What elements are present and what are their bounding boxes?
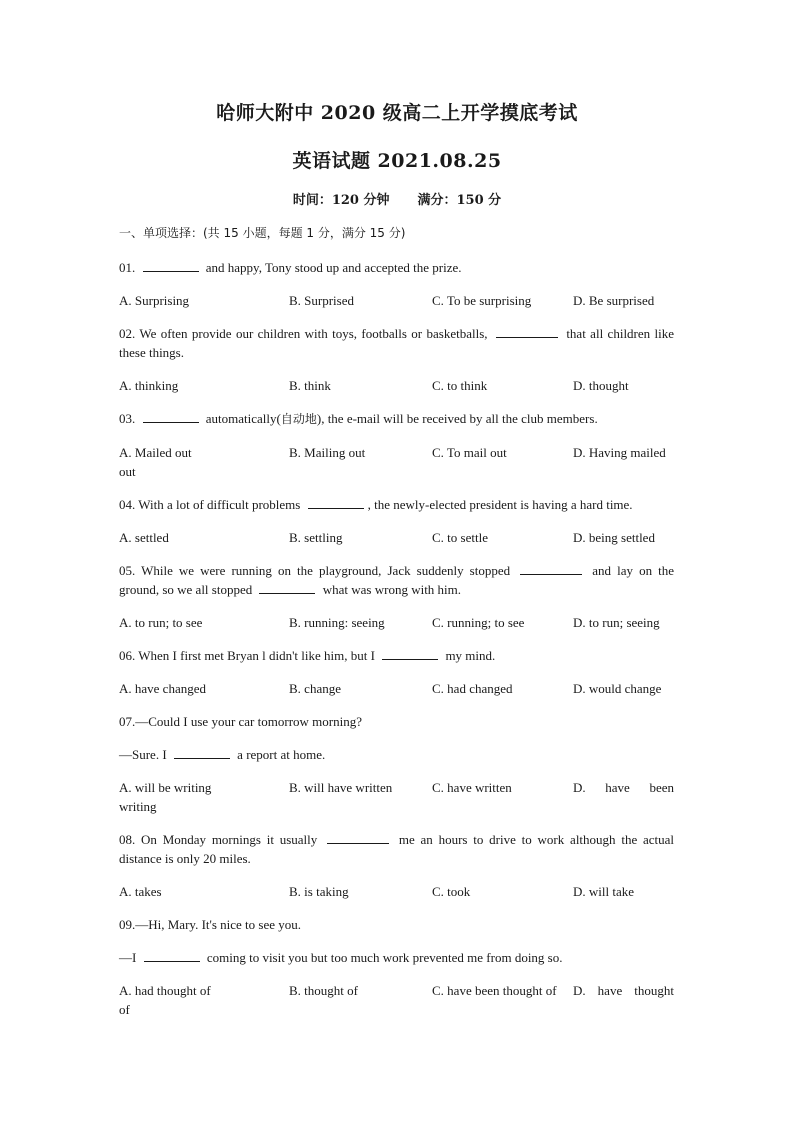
- option-d: D. will take: [573, 884, 635, 899]
- option-a: A. settled: [119, 530, 169, 545]
- answer-blank: [327, 831, 389, 844]
- option-d: D. thought: [573, 378, 629, 393]
- options-row: [119, 613, 674, 632]
- option-a: A. will be writing: [119, 780, 212, 795]
- score-label: 满分：150 分: [417, 193, 502, 208]
- section-heading: 一、单项选择：(共 15 小题，每题 1 分，满分 15 分): [119, 226, 406, 240]
- option-b: B. is taking: [289, 884, 349, 899]
- answer-blank: [174, 746, 230, 759]
- option-b: B. running: seeing: [289, 615, 385, 630]
- options-row: [119, 778, 674, 816]
- answer-blank: [144, 949, 200, 962]
- answer-blank: [382, 647, 438, 660]
- dialogue-line: 09.—Hi, Mary. It's nice to see you.: [119, 917, 302, 932]
- option-b: B. thought of: [289, 983, 358, 998]
- option-b: B. change: [289, 681, 341, 696]
- question-stem: —Sure. I a report at home.: [119, 747, 326, 762]
- answer-blank: [143, 259, 199, 272]
- option-a: A. had thought of: [119, 983, 211, 998]
- options-row: [119, 679, 674, 698]
- option-a: A. to run; to see: [119, 615, 203, 630]
- question-list: [119, 224, 674, 1033]
- option-c: C. running; to see: [432, 615, 525, 630]
- question-stem: 08. On Monday mornings it usually me an hours to drive to work although the actual distance is only 20 miles.: [119, 832, 675, 866]
- option-a: A. takes: [119, 884, 162, 899]
- answer-blank: [496, 325, 558, 338]
- answer-blank: [520, 562, 582, 575]
- option-d: D. Having mailed: [573, 445, 666, 460]
- option-c: C. To be surprising: [432, 293, 532, 308]
- exam-subject-title: 英语试题 2021.08.25: [292, 150, 502, 172]
- option-d-wrap: out: [119, 464, 136, 479]
- option-d: D. have been: [573, 780, 674, 795]
- options-row: [119, 981, 674, 1019]
- option-d: D. to run; seeing: [573, 615, 660, 630]
- option-d-wrap: of: [119, 1002, 130, 1017]
- answer-blank: [308, 496, 364, 509]
- question-stem: 05. While we were running on the playground, Jack suddenly stopped and lay on the ground, so we all stopped what was wrong with him.: [119, 563, 675, 597]
- option-c: C. have been thought of: [432, 983, 557, 998]
- exam-meta: [0, 189, 794, 208]
- option-b: B. settling: [289, 530, 343, 545]
- option-c: C. to settle: [432, 530, 488, 545]
- option-c: C. took: [432, 884, 471, 899]
- option-a: A. thinking: [119, 378, 179, 393]
- option-d: D. have thought: [573, 983, 674, 998]
- option-a: A. Mailed out: [119, 445, 192, 460]
- question-stem: 03. automatically(自动地), the e-mail will be received by all the club members.: [119, 411, 598, 426]
- option-a: A. Surprising: [119, 293, 190, 308]
- question-stem: 01. and happy, Tony stood up and accepted the prize.: [119, 260, 462, 275]
- option-c: C. had changed: [432, 681, 513, 696]
- options-row: [119, 882, 674, 901]
- option-d: D. Be surprised: [573, 293, 655, 308]
- question-stem: —I coming to visit you but too much work prevented me from doing so.: [119, 950, 563, 965]
- option-d-wrap: writing: [119, 799, 157, 814]
- exam-title: 哈师大附中 2020 级高二上开学摸底考试: [216, 102, 578, 124]
- answer-blank: [143, 410, 199, 423]
- option-c: C. To mail out: [432, 445, 507, 460]
- dialogue-line: 07.—Could I use your car tomorrow morning?: [119, 714, 362, 729]
- option-b: B. think: [289, 378, 331, 393]
- option-a: A. have changed: [119, 681, 206, 696]
- question-stem: 04. With a lot of difficult problems , the newly-elected president is having a hard time.: [119, 497, 633, 512]
- option-d: D. would change: [573, 681, 662, 696]
- question-stem: 06. When I first met Bryan l didn't like him, but I my mind.: [119, 648, 496, 663]
- option-c: C. to think: [432, 378, 488, 393]
- option-b: B. will have written: [289, 780, 393, 795]
- options-row: [119, 528, 674, 547]
- question-stem: 02. We often provide our children with toys, footballs or basketballs, that all children like these things.: [119, 326, 675, 360]
- option-b: B. Surprised: [289, 293, 354, 308]
- option-d: D. being settled: [573, 530, 655, 545]
- option-c: C. have written: [432, 780, 512, 795]
- time-label: 时间：120 分钟: [292, 193, 390, 208]
- options-row: [119, 443, 674, 481]
- options-row: [119, 376, 674, 395]
- answer-blank: [259, 581, 315, 594]
- option-b: B. Mailing out: [289, 445, 366, 460]
- options-row: [119, 291, 674, 310]
